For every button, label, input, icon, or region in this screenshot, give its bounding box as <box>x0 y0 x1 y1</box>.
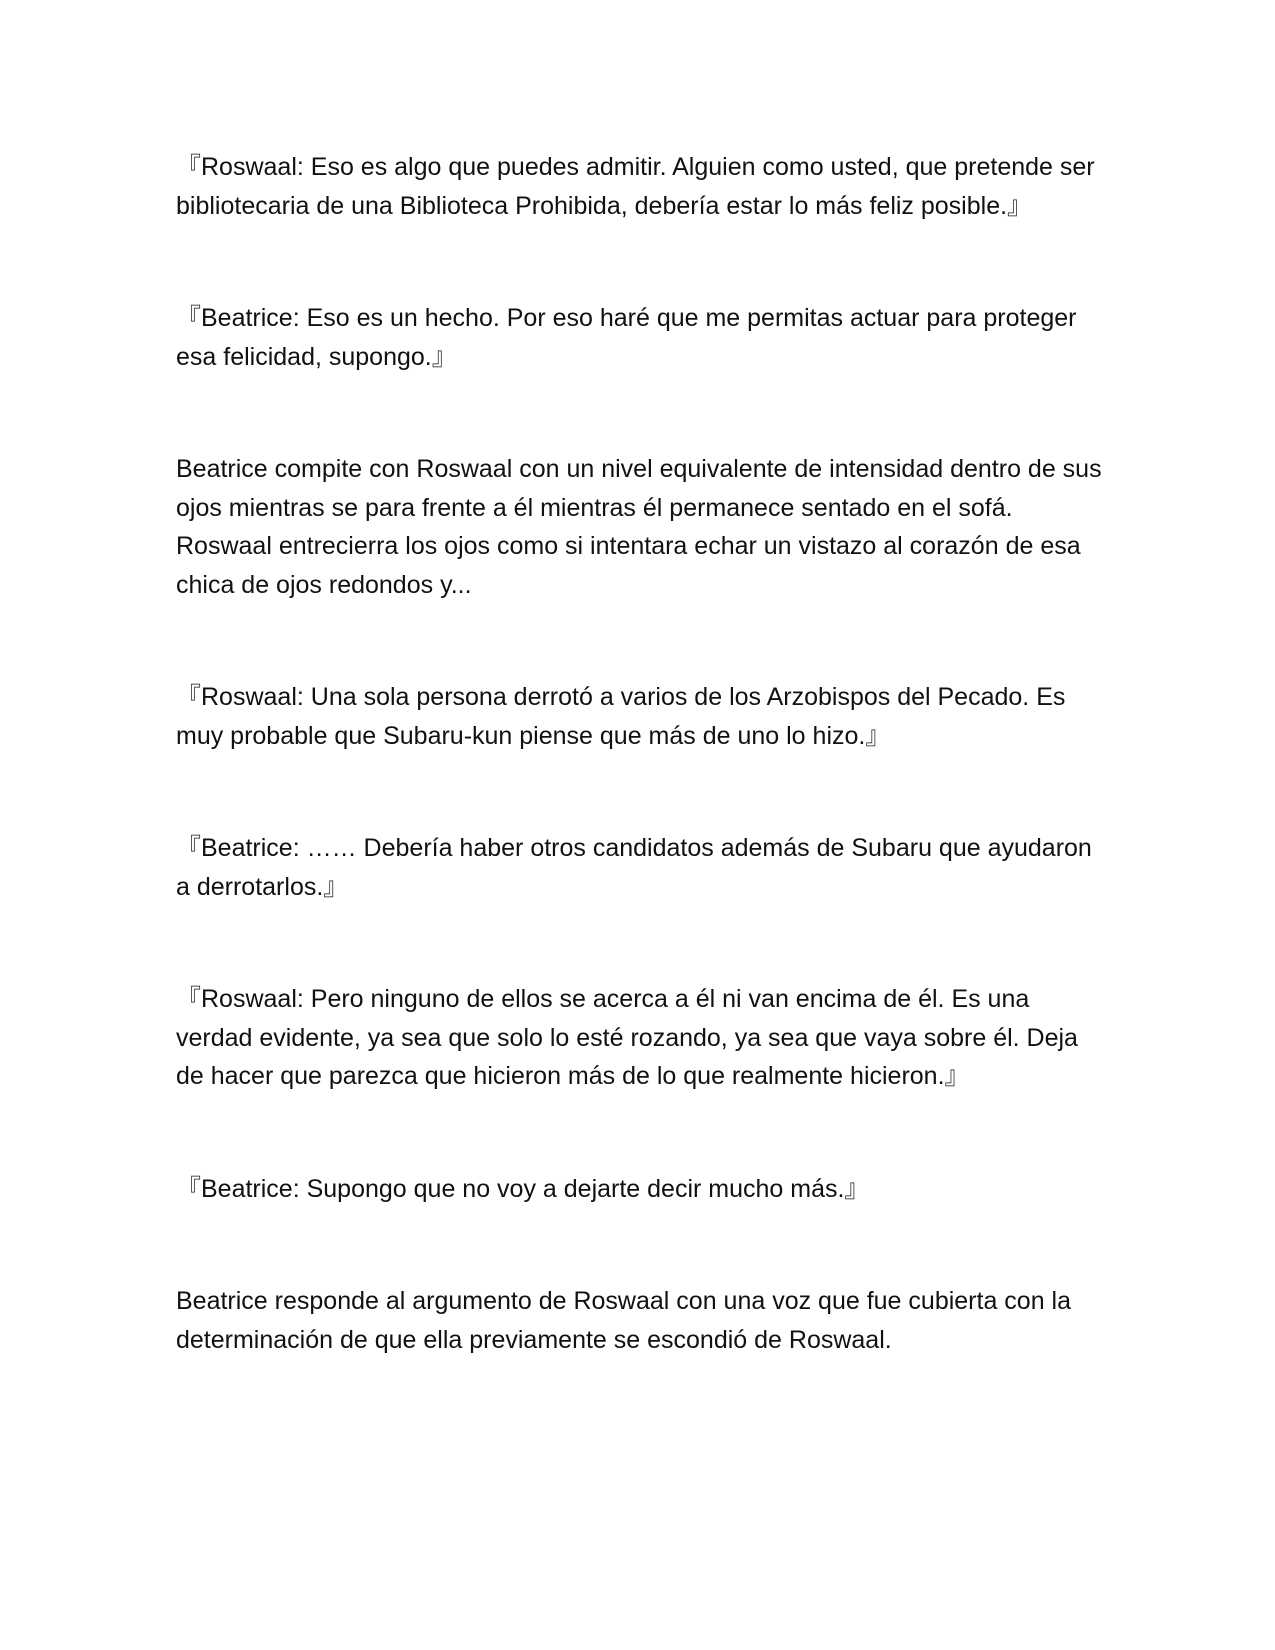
document-body <box>176 148 1106 1433</box>
paragraph-beatrice-3: 『Beatrice: Supongo que no voy a dejarte decir mucho más.』 <box>176 1174 870 1203</box>
paragraph-beatrice-1: 『Beatrice: Eso es un hecho. Por eso haré que me permitas actuar para proteger esa felicidad, supongo.』 <box>176 304 1077 371</box>
paragraph-roswaal-2: 『Roswaal: Una sola persona derrotó a varios de los Arzobispos del Pecado. Es muy probable que Subaru-kun piense que más de uno lo hizo.』 <box>176 683 1066 750</box>
paragraph-narration-2: Beatrice responde al argumento de Roswaal con una voz que fue cubierta con la determinación de que ella previamente se escondió de Roswaal. <box>176 1287 1072 1354</box>
paragraph-roswaal-3: 『Roswaal: Pero ninguno de ellos se acerca a él ni van encima de él. Es una verdad evidente, ya sea que solo lo esté rozando, ya sea que vaya sobre él. Deja de hacer que parezca que hicieron más de lo que realmente hicieron.』 <box>176 985 1078 1090</box>
paragraph-narration-1: Beatrice compite con Roswaal con un nivel equivalente de intensidad dentro de sus ojos mientras se para frente a él mientras él permanece sentado en el sofá. Roswaal entrecierra los ojos como si intentara echar un vistazo al corazón de esa chica de ojos redondos y... <box>176 455 1102 599</box>
paragraph-roswaal-1: 『Roswaal: Eso es algo que puedes admitir. Alguien como usted, que pretende ser bibliotecaria de una Biblioteca Prohibida, debería estar lo más feliz posible.』 <box>176 153 1095 220</box>
paragraph-beatrice-2: 『Beatrice: …… Debería haber otros candidatos además de Subaru que ayudaron a derrotarlos.』 <box>176 834 1092 901</box>
